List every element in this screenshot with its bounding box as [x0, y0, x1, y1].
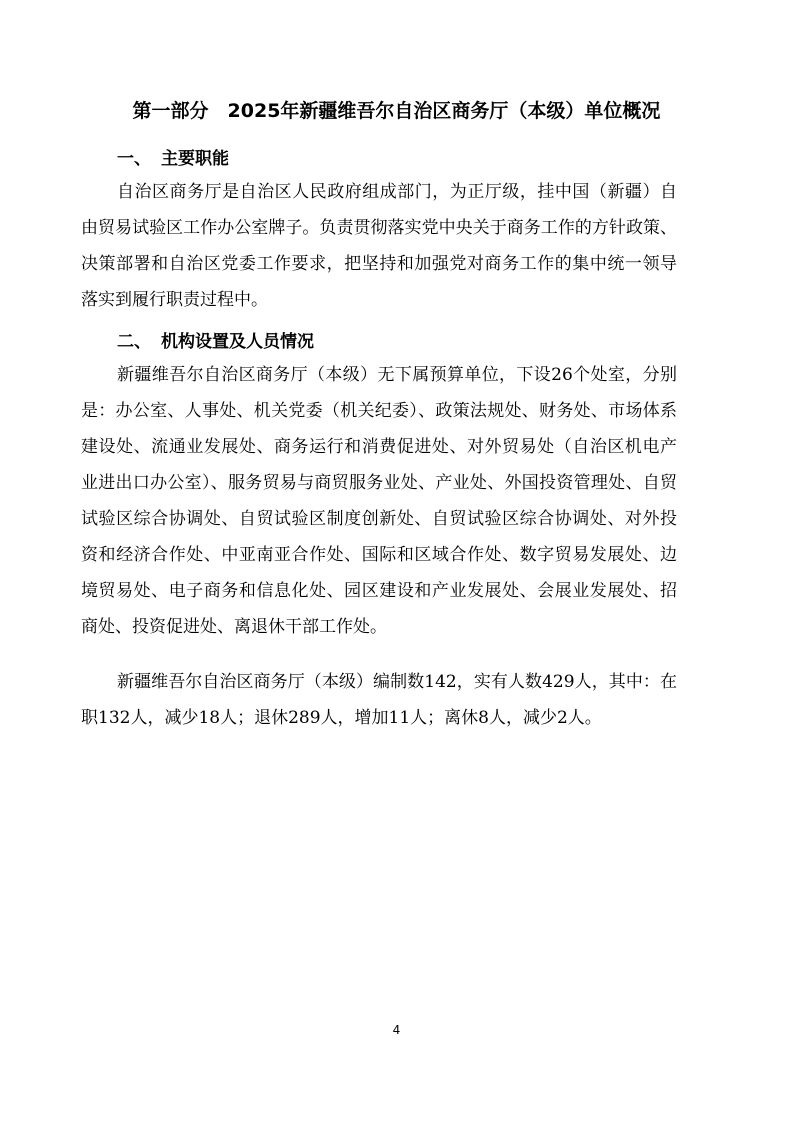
paragraph-line: 试验区综合协调处、自贸试验区制度创新处、自贸试验区综合协调处、对外投	[81, 509, 677, 529]
paragraph-organization	[81, 357, 677, 645]
paragraph-line: 建设处、流通业发展处、商务运行和消费促进处、对外贸易处（自治区机电产	[81, 437, 677, 457]
section-number-1: 一、	[117, 149, 151, 169]
paragraph-line: 境贸易处、电子商务和信息化处、园区建设和产业发展处、会展业发展处、招	[81, 581, 677, 601]
section-heading-1	[117, 147, 229, 171]
page-title: 第一部分 2025年新疆维吾尔自治区商务厅（本级）单位概况	[132, 100, 661, 122]
paragraph-line: 自治区商务厅是自治区人民政府组成部门，为正厅级，挂中国（新疆）自	[117, 182, 677, 202]
paragraph-line: 由贸易试验区工作办公室牌子。负责贯彻落实党中央关于商务工作的方针政策、	[81, 218, 677, 238]
paragraph-line: 决策部署和自治区党委工作要求，把坚持和加强党对商务工作的集中统一领导	[81, 254, 677, 274]
section-title-2: 机构设置及人员情况	[161, 332, 314, 352]
paragraph-line: 新疆维吾尔自治区商务厅（本级）编制数142，实有人数429人，其中：在	[117, 672, 677, 692]
paragraph-line: 商处、投资促进处、离退休干部工作处。	[81, 617, 387, 637]
paragraph-line: 业进出口办公室）、服务贸易与商贸服务业处、产业处、外国投资管理处、自贸	[81, 473, 677, 493]
paragraph-functions	[81, 174, 677, 318]
paragraph-line: 落实到履行职责过程中。	[81, 290, 268, 310]
section-title-1: 主要职能	[161, 149, 229, 169]
paragraph-line: 是：办公室、人事处、机关党委（机关纪委）、政策法规处、财务处、市场体系	[81, 401, 677, 421]
section-number-2: 二、	[117, 332, 151, 352]
paragraph-line: 新疆维吾尔自治区商务厅（本级）无下属预算单位，下设26个处室，分别	[117, 365, 677, 385]
paragraph-line: 职132人，减少18人；退休289人，增加11人；离休8人，减少2人。	[81, 708, 602, 728]
section-heading-2	[117, 330, 314, 354]
paragraph-staffing	[81, 664, 677, 736]
page-number: 4	[392, 1023, 401, 1037]
paragraph-line: 资和经济合作处、中亚南亚合作处、国际和区域合作处、数字贸易发展处、边	[81, 545, 677, 565]
